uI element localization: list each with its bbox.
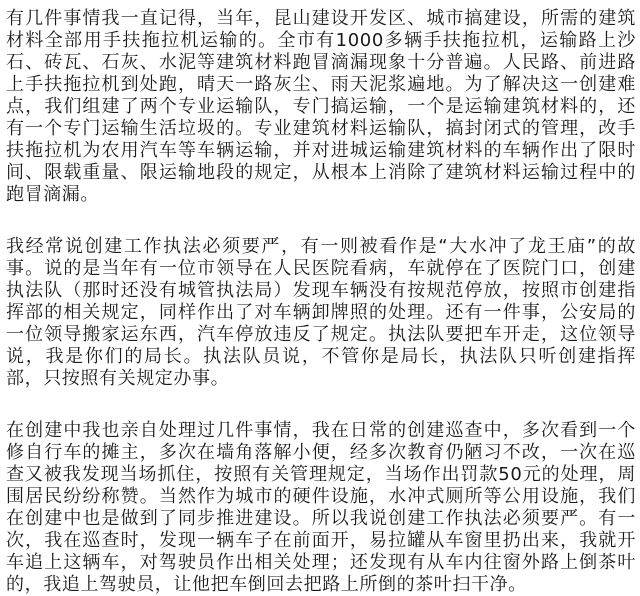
paragraph-construction-materials: 有几件事情我一直记得，当年，昆山建设开发区、城市搞建设，所需的建筑材料全部用手扶拖拉机运输的。全市有1000多辆手扶拖拉机，运输路上沙石、砖瓦、石灰、水泥等建筑材料跑冒滴漏现象十分普遍。人民路、前进路上手扶拖拉机到处跑，晴天一路灰尘、雨天泥浆遍地。为了解决这一创建难点，我们组建了两个专业运输队，专门搞运输，一个是运输建筑材料的，还有一个专门运输生活垃圾的。专业建筑材料运输队，搞封闭式的管理，改手扶拖拉机为农用汽车等车辆运输，并对进城运输建筑材料的车辆作出了限时间、限载重量、限运输地段的规定，从根本上消除了建筑材料运输过程中的跑冒滴漏。	[6, 8, 636, 205]
paragraph-strict-enforcement-story: 我经常说创建工作执法必须要严，有一则被看作是“大水冲了龙王庙”的故事。说的是当年有一位市领导在人民医院看病，车就停在了医院门口，创建执法队（那时还没有城管执法局）发现车辆没有按规范停放，按照市创建指挥部的相关规定，同样作出了对车辆卸牌照的处理。还有一件事，公安局的一位领导搬家运东西，汽车停放违反了规定。执法队要把车开走，这位领导说，我是你们的局长。执法队员说，不管你是局长，执法队只听创建指挥部，只按照有关规定办事。	[6, 236, 636, 389]
paragraph-personal-inspection: 在创建中我也亲自处理过几件事情，我在日常的创建巡查中，多次看到一个修自行车的摊主，多次在墙角落解小便，经多次教育仍陋习不改，一次在巡查又被我发现当场抓住，按照有关管理规定，当场作出罚款50元的处理，周围居民纷纷称赞。当然作为城市的硬件设施，水冲式厕所等公用设施，我们在创建中也是做到了同步推进建设。所以我说创建工作执法必须要严。有一次，我在巡查时，发现一辆车子在前面开，易拉罐从车窗里扔出来，我就开车追上这辆车，对驾驶员作出相关处理；还发现有从车内往窗外路上倒茶叶的，我追上驾驶员，让他把车倒回去把路上所倒的茶叶扫干净。	[6, 420, 636, 595]
